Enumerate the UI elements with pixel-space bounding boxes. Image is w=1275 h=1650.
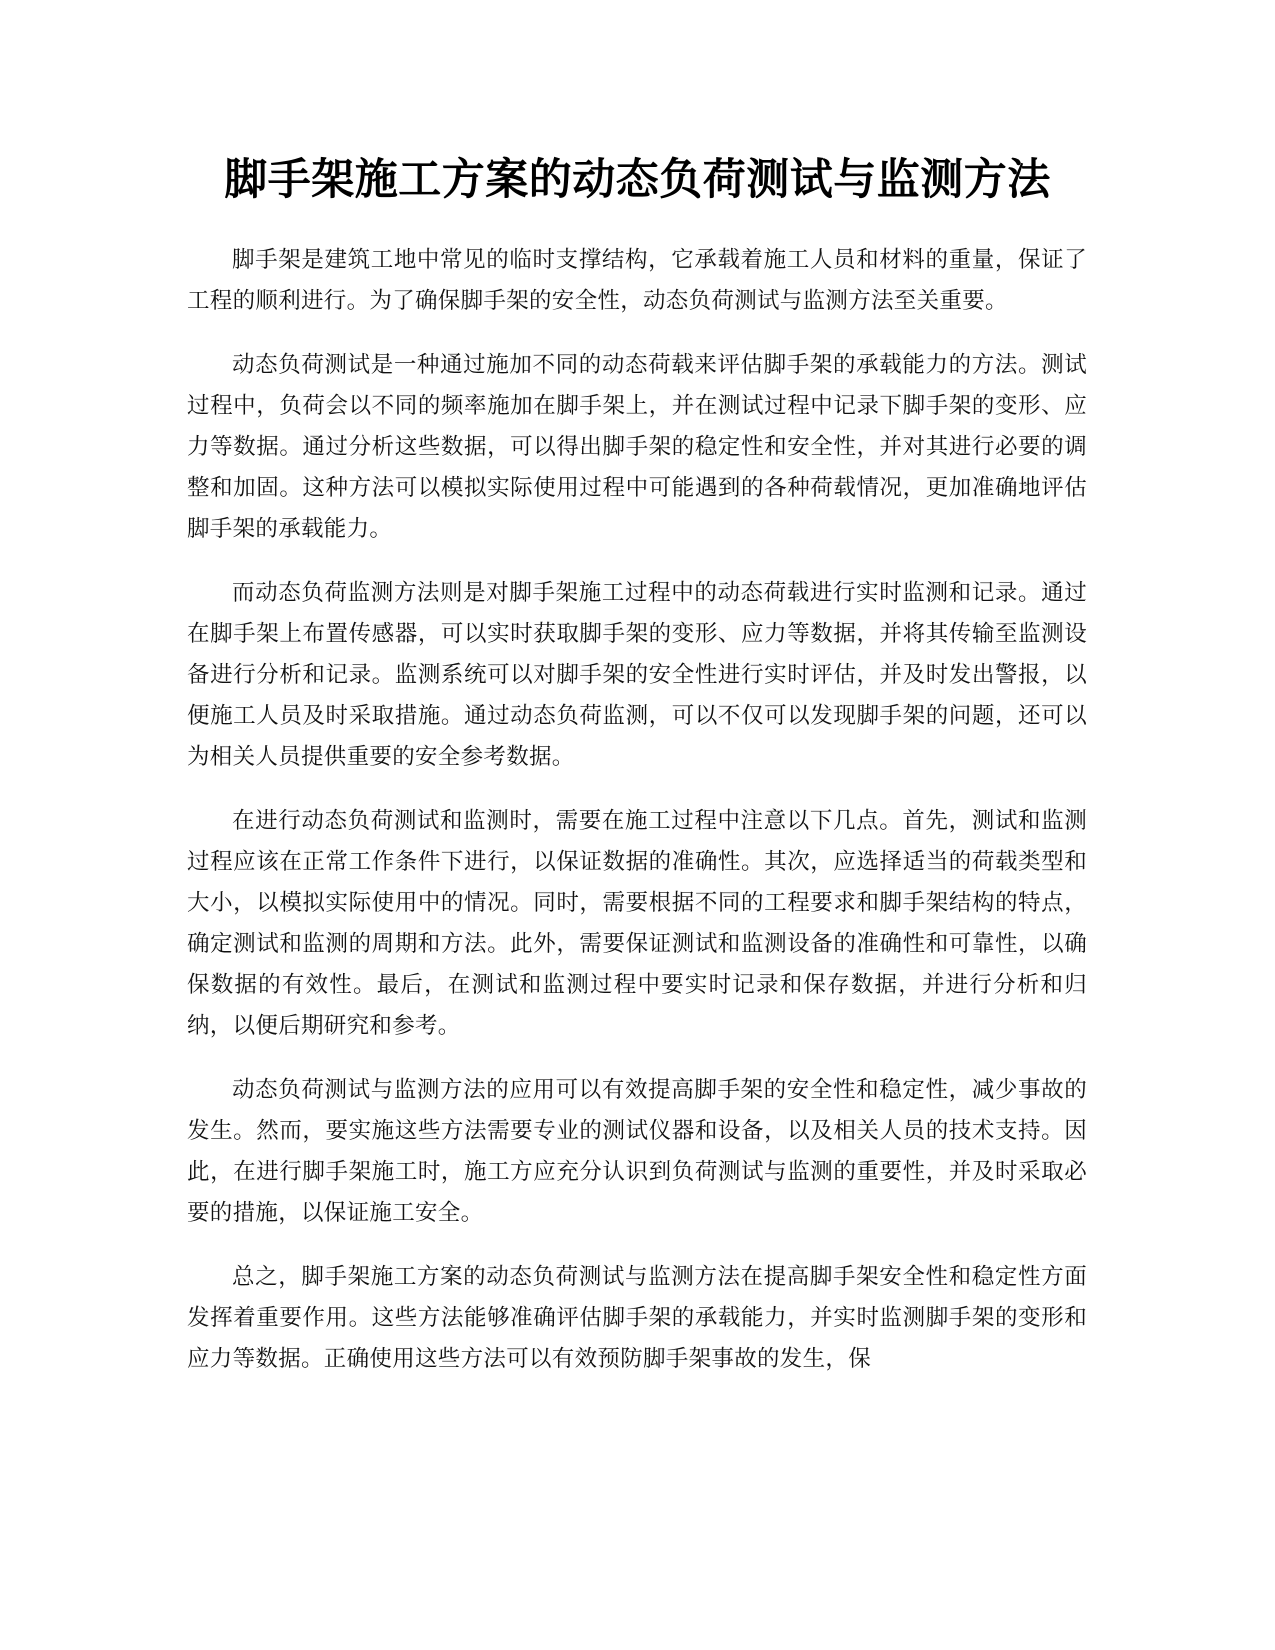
paragraph-3: 而动态负荷监测方法则是对脚手架施工过程中的动态荷载进行实时监测和记录。通过在脚手架上布置传感器，可以实时获取脚手架的变形、应力等数据，并将其传输至监测设备进行分析和记录。监测系统可以对脚手架的安全性进行实时评估，并及时发出警报，以便施工人员及时采取措施。通过动态负荷监测，可以不仅可以发现脚手架的问题，还可以为相关人员提供重要的安全参考数据。 — [187, 580, 1087, 770]
paragraph-6: 总之，脚手架施工方案的动态负荷测试与监测方法在提高脚手架安全性和稳定性方面发挥着重要作用。这些方法能够准确评估脚手架的承载能力，并实时监测脚手架的变形和应力等数据。正确使用这些方法可以有效预防脚手架事故的发生，保 — [187, 1264, 1087, 1372]
paragraph-5: 动态负荷测试与监测方法的应用可以有效提高脚手架的安全性和稳定性，减少事故的发生。然而，要实施这些方法需要专业的测试仪器和设备，以及相关人员的技术支持。因此，在进行脚手架施工时，施工方应充分认识到负荷测试与监测的重要性，并及时采取必要的措施，以保证施工安全。 — [187, 1077, 1087, 1226]
paragraph-2: 动态负荷测试是一种通过施加不同的动态荷载来评估脚手架的承载能力的方法。测试过程中，负荷会以不同的频率施加在脚手架上，并在测试过程中记录下脚手架的变形、应力等数据。通过分析这些数据，可以得出脚手架的稳定性和安全性，并对其进行必要的调整和加固。这种方法可以模拟实际使用过程中可能遇到的各种荷载情况，更加准确地评估脚手架的承载能力。 — [187, 352, 1087, 542]
document-body — [187, 240, 1087, 1403]
paragraph-4: 在进行动态负荷测试和监测时，需要在施工过程中注意以下几点。首先，测试和监测过程应该在正常工作条件下进行，以保证数据的准确性。其次，应选择适当的荷载类型和大小，以模拟实际使用中的情况。同时，需要根据不同的工程要求和脚手架结构的特点，确定测试和监测的周期和方法。此外，需要保证测试和监测设备的准确性和可靠性，以确保数据的有效性。最后，在测试和监测过程中要实时记录和保存数据，并进行分析和归纳，以便后期研究和参考。 — [187, 808, 1087, 1039]
document-title: 脚手架施工方案的动态负荷测试与监测方法 — [224, 155, 1051, 205]
paragraph-1: 脚手架是建筑工地中常见的临时支撑结构，它承载着施工人员和材料的重量，保证了工程的顺利进行。为了确保脚手架的安全性，动态负荷测试与监测方法至关重要。 — [187, 247, 1087, 314]
